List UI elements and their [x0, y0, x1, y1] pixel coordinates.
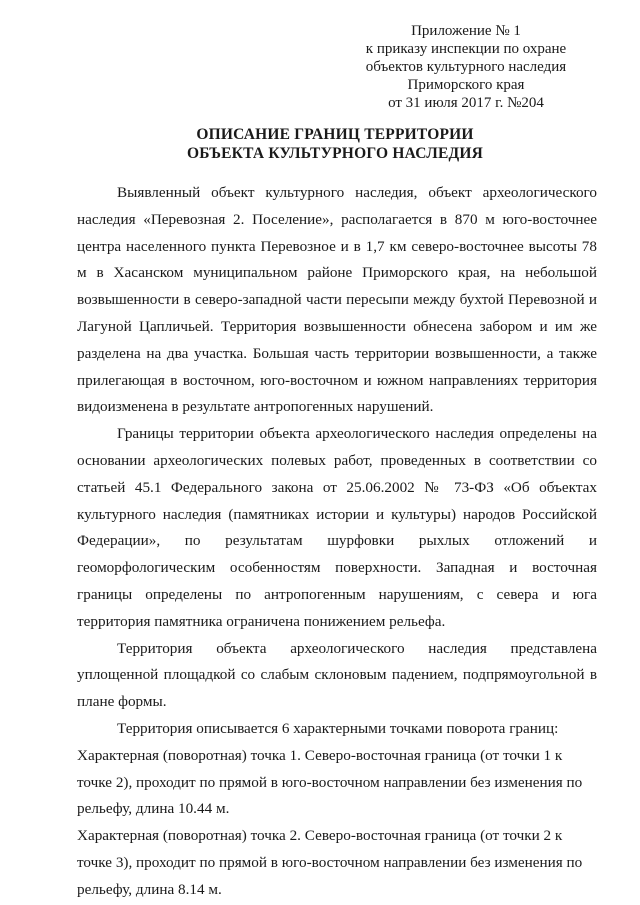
paragraph-point-2: Характерная (поворотная) точка 2. Северо-восточная граница (от точки 2 к точке 3), проходит по прямой в юго-восточном направлении без изменения по рельефу, длина 8.14 м. — [77, 827, 583, 898]
appendix-order-ref: объектов культурного наследия — [365, 59, 567, 75]
paragraph-territory-shape: Территория объекта археологического наследия представлена уплощенной площадкой со слабым склоновым падением, подпрямоугольной в плане формы. — [77, 639, 597, 711]
document-body — [77, 180, 597, 904]
paragraph-point-1: Характерная (поворотная) точка 1. Северо-восточная граница (от точки 1 к точке 2), проходит по прямой в юго-восточном направлении без изменения по рельефу, длина 10.44 м. — [77, 746, 583, 818]
document-title-line: ОБЪЕКТА КУЛЬТУРНОГО НАСЛЕДИЯ — [186, 145, 484, 162]
appendix-number: Приложение № 1 — [411, 23, 521, 39]
appendix-date: от 31 июля 2017 г. №204 — [388, 95, 544, 111]
appendix-header — [340, 22, 592, 112]
appendix-region: Приморского края — [407, 77, 525, 93]
paragraph-points-intro: Территория описывается 6 характерными точками поворота границ: — [117, 719, 559, 737]
paragraph-object-location: Выявленный объект культурного наследия, объект археологического наследия «Перевозная 2. Поселение», располагается в 870 м юго-восточнее центра населенного пункта Перевозное и в 1,7 км северо-восточнее высоты 78 м в Хасанском муниципальном районе Приморского края, на небольшой возвышенности в северо-западной части пересыпи между бухтой Перевозной и Лагуной Цапличьей. Территория возвышенности обнесена забором и им же разделена на два участка. Большая часть территории возвышенности, а также прилегающая в восточном, юго-восточном и южном направлениях территория видоизменена в результате антропогенных нарушений. — [77, 184, 597, 416]
document-title — [80, 125, 590, 163]
paragraph-boundary-basis: Границы территории объекта археологического наследия определены на основании археологических полевых работ, проведенных в соответствии со статьей 45.1 Федерального закона от 25.06.2002 № 73-ФЗ «Об объектах культурного наследия (памятниках истории и культуры) народов Российской Федерации», по результатам шурфовки рыхлых отложений и геоморфологическим особенностям поверхности. Западная и восточная границы определены по антропогенным нарушениям, с севера и юга территория памятника ограничена понижением рельефа. — [77, 425, 597, 630]
document-title-line: ОПИСАНИЕ ГРАНИЦ ТЕРРИТОРИИ — [196, 126, 474, 143]
appendix-order-ref: к приказу инспекции по охране — [365, 41, 567, 57]
